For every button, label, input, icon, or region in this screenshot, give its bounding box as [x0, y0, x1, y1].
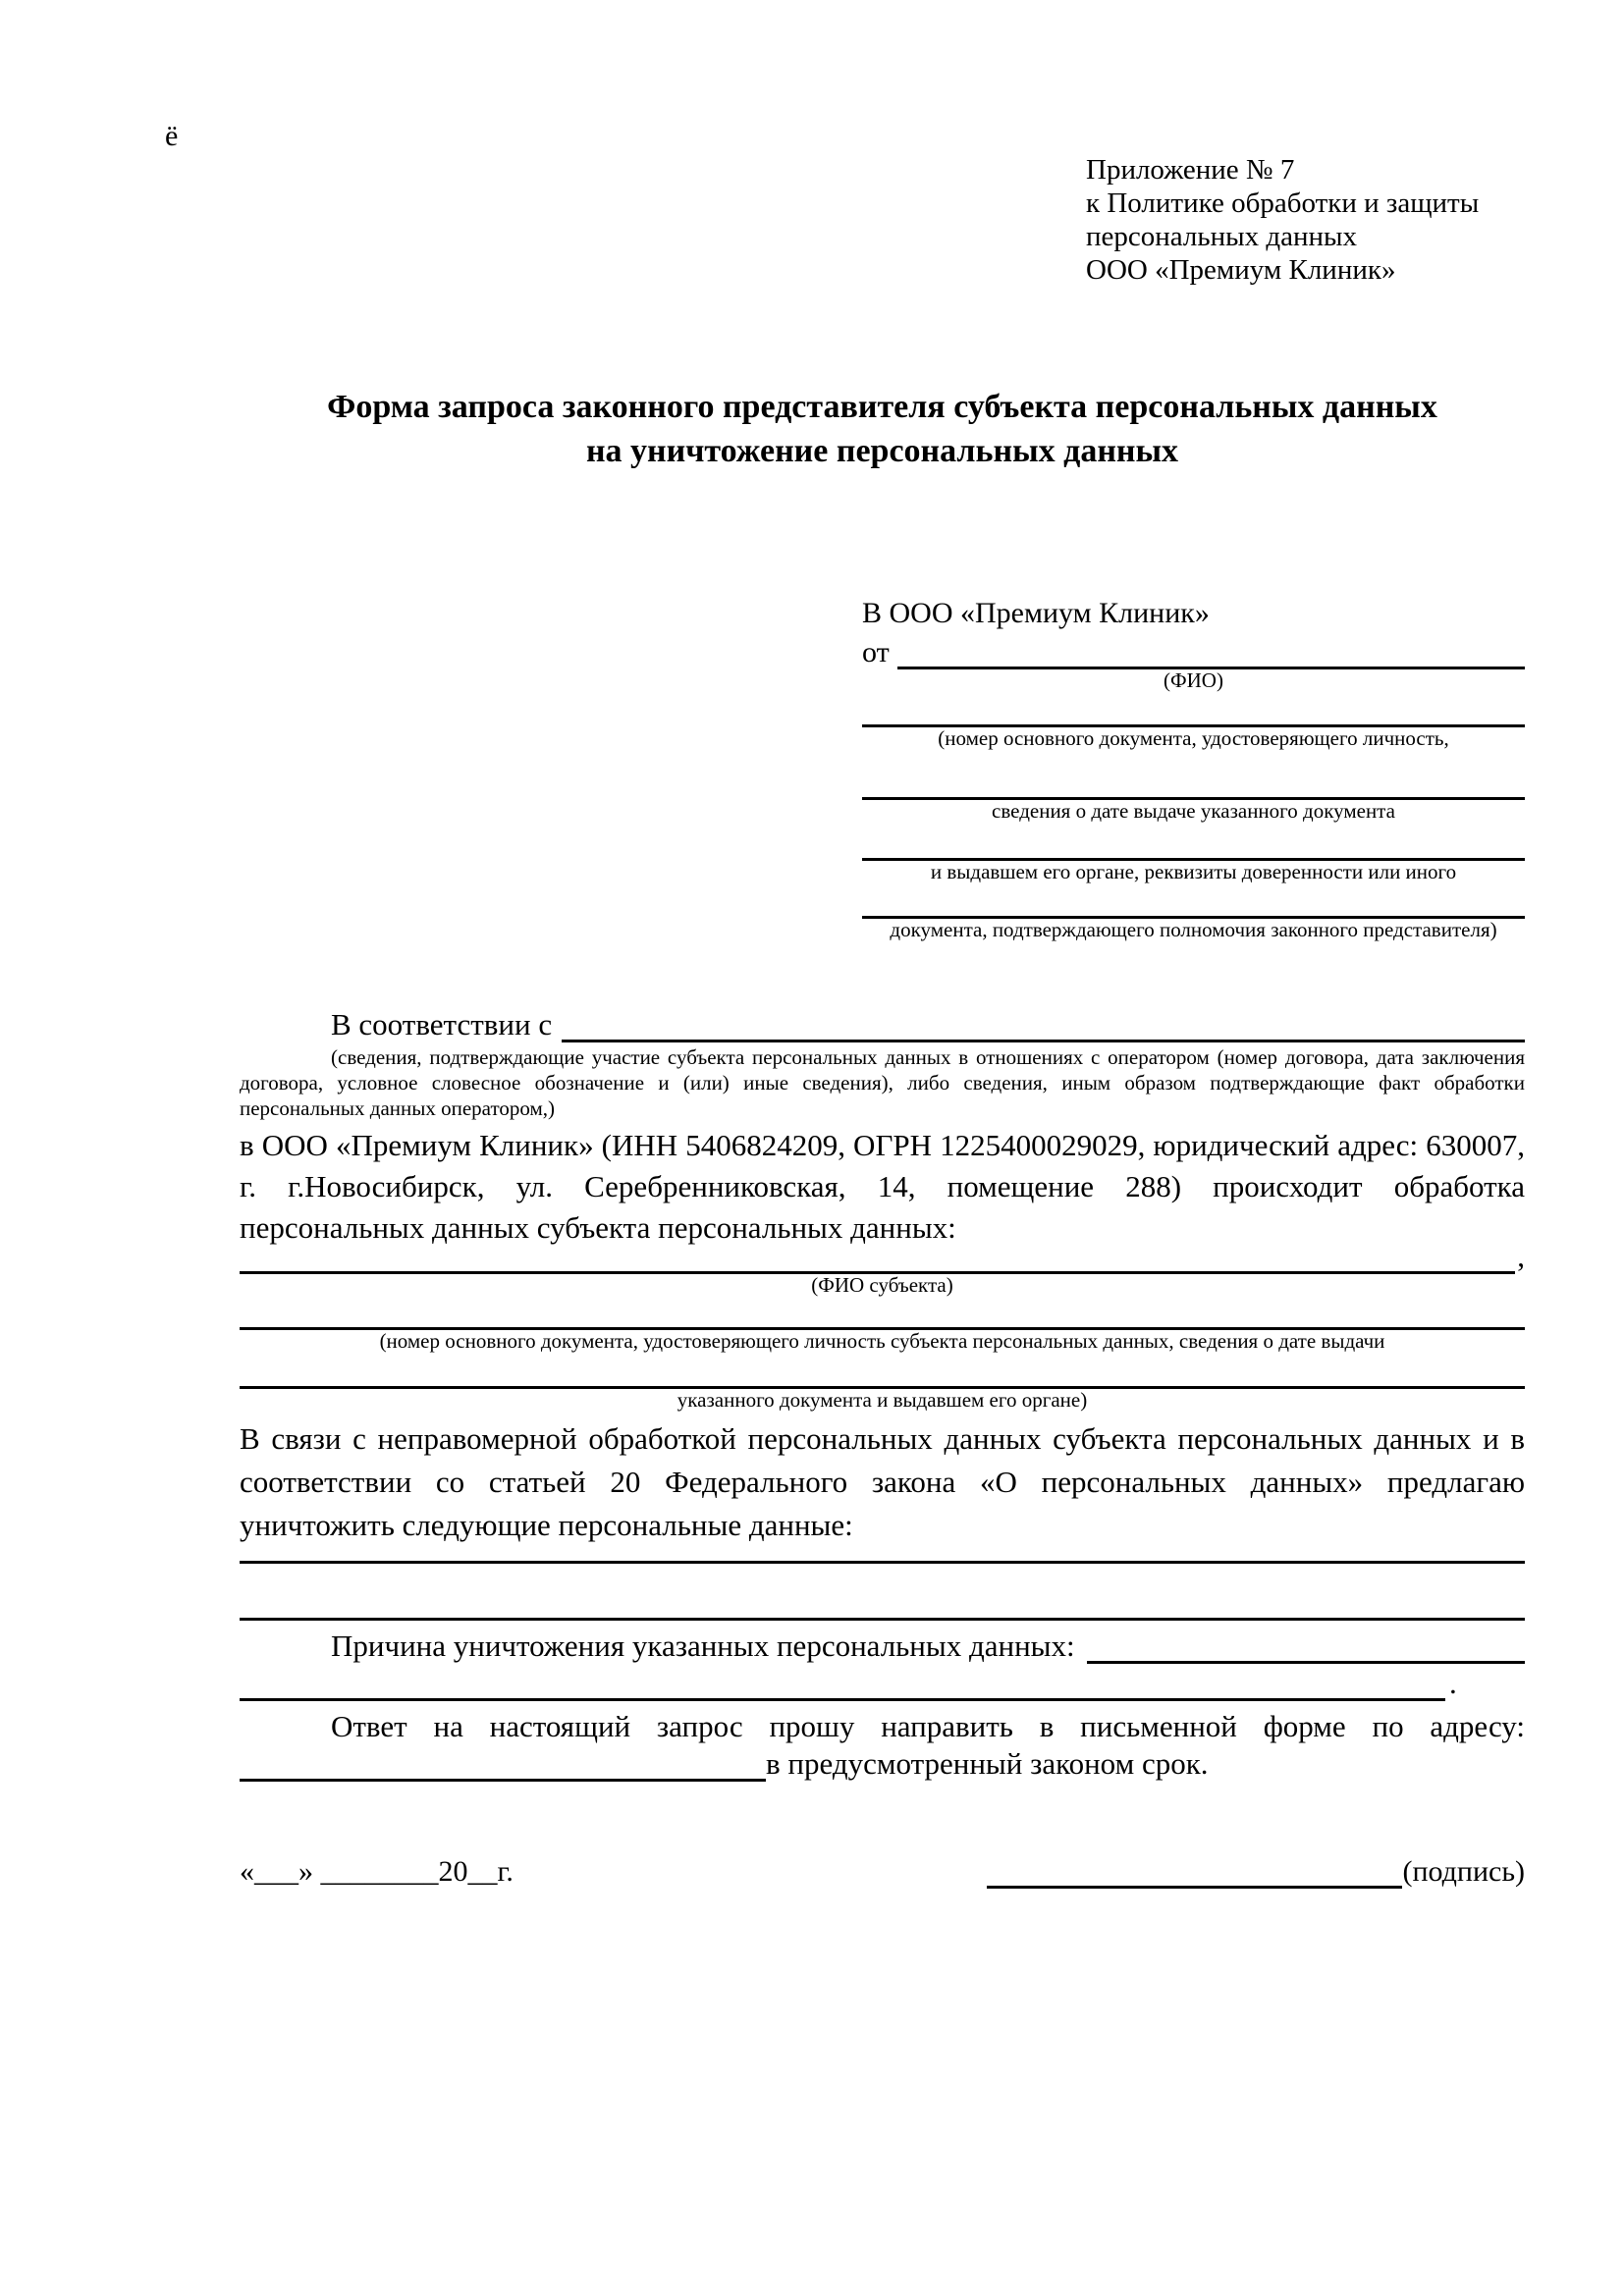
- representative-doc-caption: документа, подтверждающего полномочия законного представителя): [890, 918, 1497, 941]
- document-title-line1: Форма запроса законного представителя субъекта персональных данных: [327, 389, 1437, 425]
- stray-character: ё: [165, 120, 179, 152]
- subject-doc-caption: указанного документа и выдавшем его органе): [677, 1388, 1088, 1412]
- accordance-row: [240, 1007, 1525, 1042]
- document-title-line2: на уничтожение персональных данных: [585, 433, 1179, 469]
- answer-address-row: [240, 1746, 1525, 1782]
- data-to-destroy-field-line: [240, 1547, 1525, 1564]
- accordance-caption: (сведения, подтверждающие участие субъекта персональных данных в отношениях с оператором (номер договора, дата заключения договора, условное словесное обозначение и (или) иные сведения), либо сведения, иным образом подтверждающие факт обработки персональных данных оператором,): [240, 1045, 1525, 1120]
- reason-field-line: [240, 1698, 1445, 1701]
- answer-address-field-line: [240, 1779, 766, 1782]
- accordance-lead: В соответствии с: [331, 1007, 553, 1041]
- fio-caption: (ФИО): [1164, 668, 1223, 692]
- data-to-destroy-field-line: [240, 1564, 1525, 1621]
- subject-doc-field-line: [240, 1297, 1525, 1330]
- appendix-header: [1086, 153, 1479, 287]
- representative-doc-field-line: [862, 692, 1525, 727]
- date-line: «___» ________20__г.: [240, 1855, 514, 1888]
- date-signature-row: [240, 1851, 1525, 1889]
- answer-paragraph: Ответ на настоящий запрос прошу направить в письменной форме по адресу:: [331, 1709, 1525, 1743]
- signature-caption: (подпись): [1402, 1855, 1525, 1888]
- reason-continuation-row: [240, 1664, 1525, 1701]
- representative-doc-field-line: [862, 823, 1525, 861]
- signature-field-line: [987, 1856, 1402, 1889]
- demand-paragraph: В связи с неправомерной обработкой персональных данных субъекта персональных данных и в соответствии со статьей 20 Федерального закона «О персональных данных» предлагаю уничтожить следующие персональные данные:: [240, 1421, 1525, 1542]
- addressee-to: В ООО «Премиум Клиник»: [862, 597, 1210, 629]
- reason-period: .: [1449, 1666, 1457, 1700]
- from-row: [862, 636, 1525, 669]
- appendix-header-line: к Политике обработки и защиты: [1086, 187, 1480, 219]
- representative-doc-caption: (номер основного документа, удостоверяющего личность,: [938, 726, 1449, 750]
- reason-lead: Причина уничтожения указанных персональных данных:: [331, 1629, 1075, 1663]
- representative-doc-field-line: [862, 750, 1525, 800]
- subject-fio-comma: ,: [1517, 1239, 1525, 1273]
- representative-doc-field-line: [862, 883, 1525, 919]
- representative-doc-caption: и выдавшем его органе, реквизиты доверенности или иного: [930, 860, 1457, 883]
- document-title: [240, 385, 1525, 473]
- body-block: [240, 1007, 1525, 1782]
- answer-tail: в предусмотренный законом срок.: [766, 1746, 1209, 1781]
- subject-fio-row: [240, 1239, 1525, 1274]
- from-label: от: [862, 636, 890, 668]
- appendix-header-line: персональных данных: [1086, 221, 1358, 252]
- subject-doc-field-line: [240, 1353, 1525, 1389]
- addressee-block: [862, 597, 1525, 941]
- accordance-field-line: [562, 1040, 1525, 1042]
- appendix-header-line: Приложение № 7: [1086, 154, 1295, 186]
- subject-fio-caption: (ФИО субъекта): [811, 1273, 953, 1297]
- reason-field-line: [1087, 1661, 1525, 1664]
- reason-row: [240, 1629, 1525, 1664]
- subject-doc-caption: (номер основного документа, удостоверяющего личность субъекта персональных данных, сведения о дате выдачи: [379, 1329, 1385, 1353]
- operator-paragraph: в ООО «Премиум Клиник» (ИНН 5406824209, ОГРН 1225400029029, юридический адрес: 630007, г. г.Новосибирск, ул. Серебренниковская, 14, помещение 288) происходит обработка персональных данных субъекта персональных данных:: [240, 1128, 1525, 1245]
- representative-doc-caption: сведения о дате выдаче указанного документа: [992, 799, 1395, 823]
- appendix-header-line: ООО «Премиум Клиник»: [1086, 254, 1396, 286]
